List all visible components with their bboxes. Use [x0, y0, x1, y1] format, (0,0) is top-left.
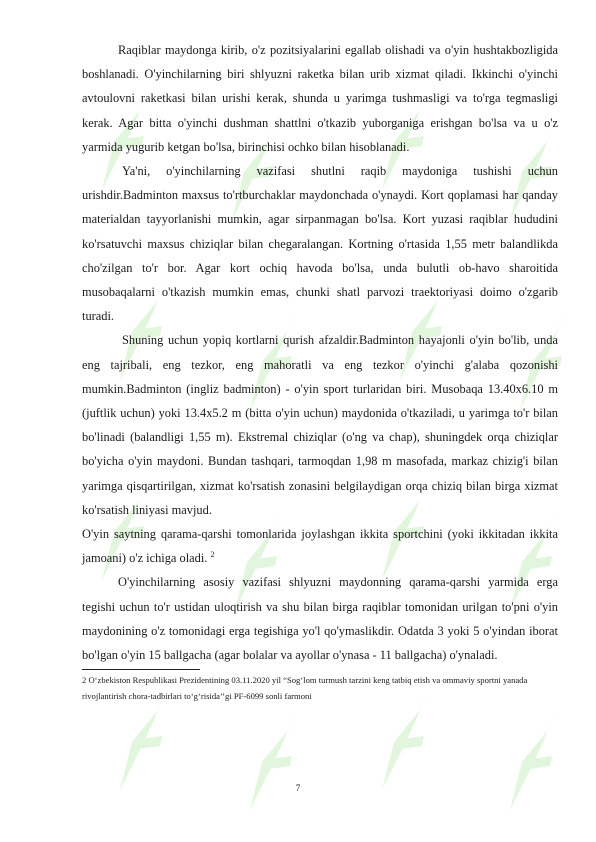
- page-number: 7: [295, 783, 301, 793]
- body-paragraph: Shuning uchun yopiq kortlarni qurish afzaldir.Badminton hayajonli o'yin bo'lib, unda eng tajribali, eng tezkor, eng mahoratli va eng tezkor o'yinchi g'alaba qozonishi mumkin.Badminton (ingliz badminton) - o'yin sport turlaridan biri. Musobaqa 13.40x6.10 m (juftlik uchun) yoki 13.4x5.2 m (bitta o'yin uchun) maydonida o'tkaziladi, u yarimga to'r bilan bo'linadi (balandligi 1,55 m). Ekstremal chiziqlar (o'ng va chap), shuningdek orqa chiziqlar bo'yicha o'yin maydoni. Bundan tashqari, tarmoqdan 1,98 m masofada, markaz chizig'i bilan yarimga qisqartirilgan, xizmat ko'rsatish zonasini belgilaydigan orqa chiziq bilan birga xizmat ko'rsatish liniyasi mavjud.: [82, 333, 558, 517]
- body-paragraph-with-footnote: [82, 522, 558, 570]
- body-paragraph: Raqiblar maydonga kirib, o'z pozitsiyalarini egallab olishadi va o'yin hushtakbozligida boshlanadi. O'yinchilarning biri shlyuzni raketka bilan urib xizmat qiladi. Ikkinchi o'yinchi avtoulovni raketkasi bilan urishi kerak, shunda u yarimga tushmasligi va to'rga tegmasligi kerak. Agar bitta o'yinchi dushman shattlni o'tkazib yuborganiga erishgan bo'lsa va u o'z yarmida yugurib ketgan bo'lsa, birinchisi ochko bilan hisoblanadi.: [82, 43, 558, 154]
- footnote: 2 O‘zbekiston Respublikasi Prezidentining 03.11.2020 yil “Sog‘lom turmush tarzini keng tatbiq etish va ommaviy sportni yanada rivojlantirish chora-tadbirlari to‘g‘risida’’gi PF-6099 sonli farmoni: [82, 675, 528, 702]
- body-paragraph-text: O'yin saytning qarama-qarshi tomonlarida joylashgan ikkita sportchini (yoki ikkitadan ikkita jamoani) o'z ichiga oladi.: [82, 527, 558, 566]
- body-paragraph: O'yinchilarning asosiy vazifasi shlyuzni maydonning qarama-qarshi yarmida erga tegishi uchun to'r ustidan uloqtirish va shu bilan birga raqiblar tomonidan urilgan to'pni o'yin maydonining o'z tomonidagi erga tegishiga yo'l qo'ymaslikdir. Odatda 3 yoki 5 o'yindan iborat bo'lgan o'yin 15 ballgacha (agar bolalar va ayollar o'ynasa - 11 ballgacha) o'ynaladi.: [82, 575, 558, 663]
- body-paragraph: Ya'ni, o'yinchilarning vazifasi shutlni raqib maydoniga tushishi uchun urishdir.Badminton maxsus to'rtburchaklar maydonchada o'ynaydi. Kort qoplamasi har qanday materialdan tayyorlanishi mumkin, agar sirpanmagan bo'lsa. Kort yuzasi raqiblar hududini ko'rsatuvchi maxsus chiziqlar bilan chegaralangan. Kortning o'rtasida 1,55 metr balandlikda cho'zilgan to'r bor. Agar kort ochiq havoda bo'lsa, unda bulutli ob-havo sharoitida musobaqalarni o'tkazish mumkin emas, chunki shatl parvozi traektoriyasi doimo o'zgarib turadi.: [82, 164, 558, 324]
- document-page: [82, 38, 558, 704]
- watermark-logo-icon: [240, 700, 302, 818]
- footnote-reference[interactable]: 2: [210, 550, 215, 560]
- watermark-logo-icon: [500, 700, 562, 818]
- footnote-separator: [82, 669, 200, 670]
